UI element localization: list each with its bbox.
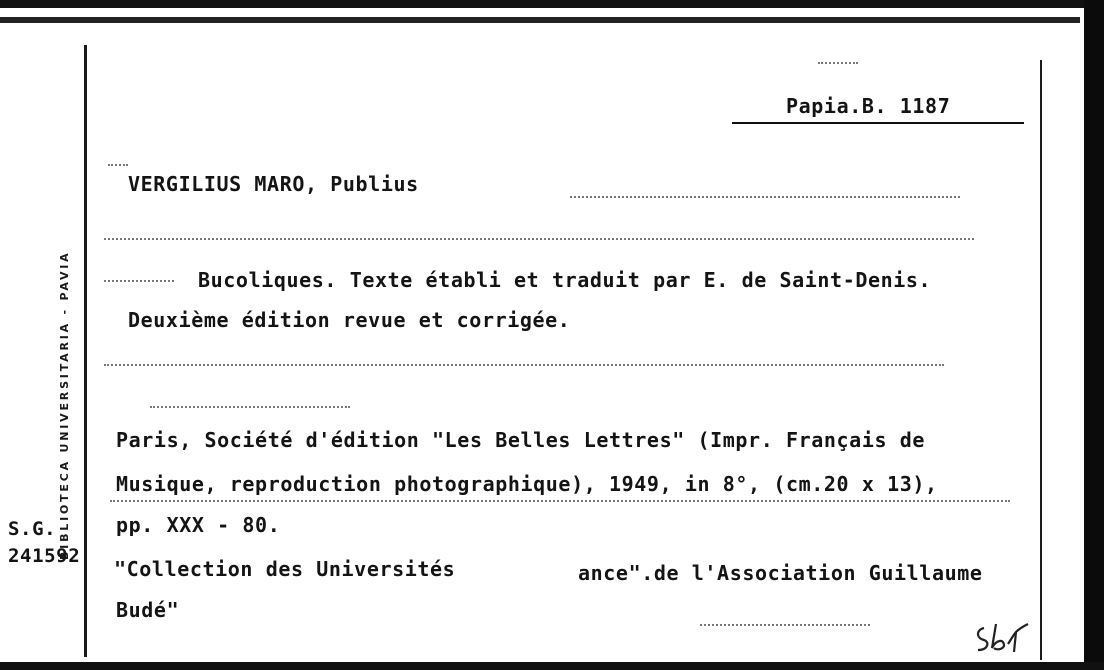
ruled-guide <box>110 500 1010 502</box>
ruled-guide <box>150 406 350 408</box>
author-heading: VERGILIUS MARO, Publius <box>128 172 419 196</box>
title-line-2: Deuxième édition revue et corrigée. <box>128 308 571 332</box>
ruled-guide <box>104 280 174 282</box>
series-line-1b: ance".de l'Association Guillaume <box>578 561 983 585</box>
series-line-1a: "Collection des Universités <box>114 557 456 581</box>
top-border-inner <box>0 17 1080 23</box>
shelfmark: Papia.B. 1187 <box>786 94 951 118</box>
ruled-guide <box>104 364 944 366</box>
top-border <box>0 0 1104 8</box>
ruled-guide <box>818 62 858 64</box>
library-stamp: BIBLIOTECA UNIVERSITARIA - PAVIA <box>58 250 71 560</box>
right-margin-rule <box>1040 60 1042 660</box>
imprint-line-1: Paris, Société d'édition "Les Belles Lettres" (Impr. Français de <box>116 428 926 452</box>
handwritten-signature <box>970 618 1032 656</box>
imprint-line-2: Musique, reproduction photographique), 1949, in 8°, (cm.20 x 13), <box>116 472 938 496</box>
shelfmark-underline <box>732 122 1024 124</box>
ruled-guide <box>570 196 960 198</box>
ruled-guide <box>108 164 128 166</box>
ruled-guide <box>700 624 870 626</box>
series-line-2: Budé" <box>116 598 180 622</box>
inventory-number: 241592 <box>8 545 81 567</box>
imprint-line-3: pp. XXX - 80. <box>116 513 281 537</box>
title-line-1: Bucoliques. Texte établi et traduit par E. de Saint-Denis. <box>198 268 932 292</box>
bottom-border <box>0 662 1104 670</box>
left-margin-rule <box>84 45 87 657</box>
inventory-code: S.G. <box>8 518 57 540</box>
ruled-guide <box>104 238 974 240</box>
right-edge <box>1084 0 1104 670</box>
